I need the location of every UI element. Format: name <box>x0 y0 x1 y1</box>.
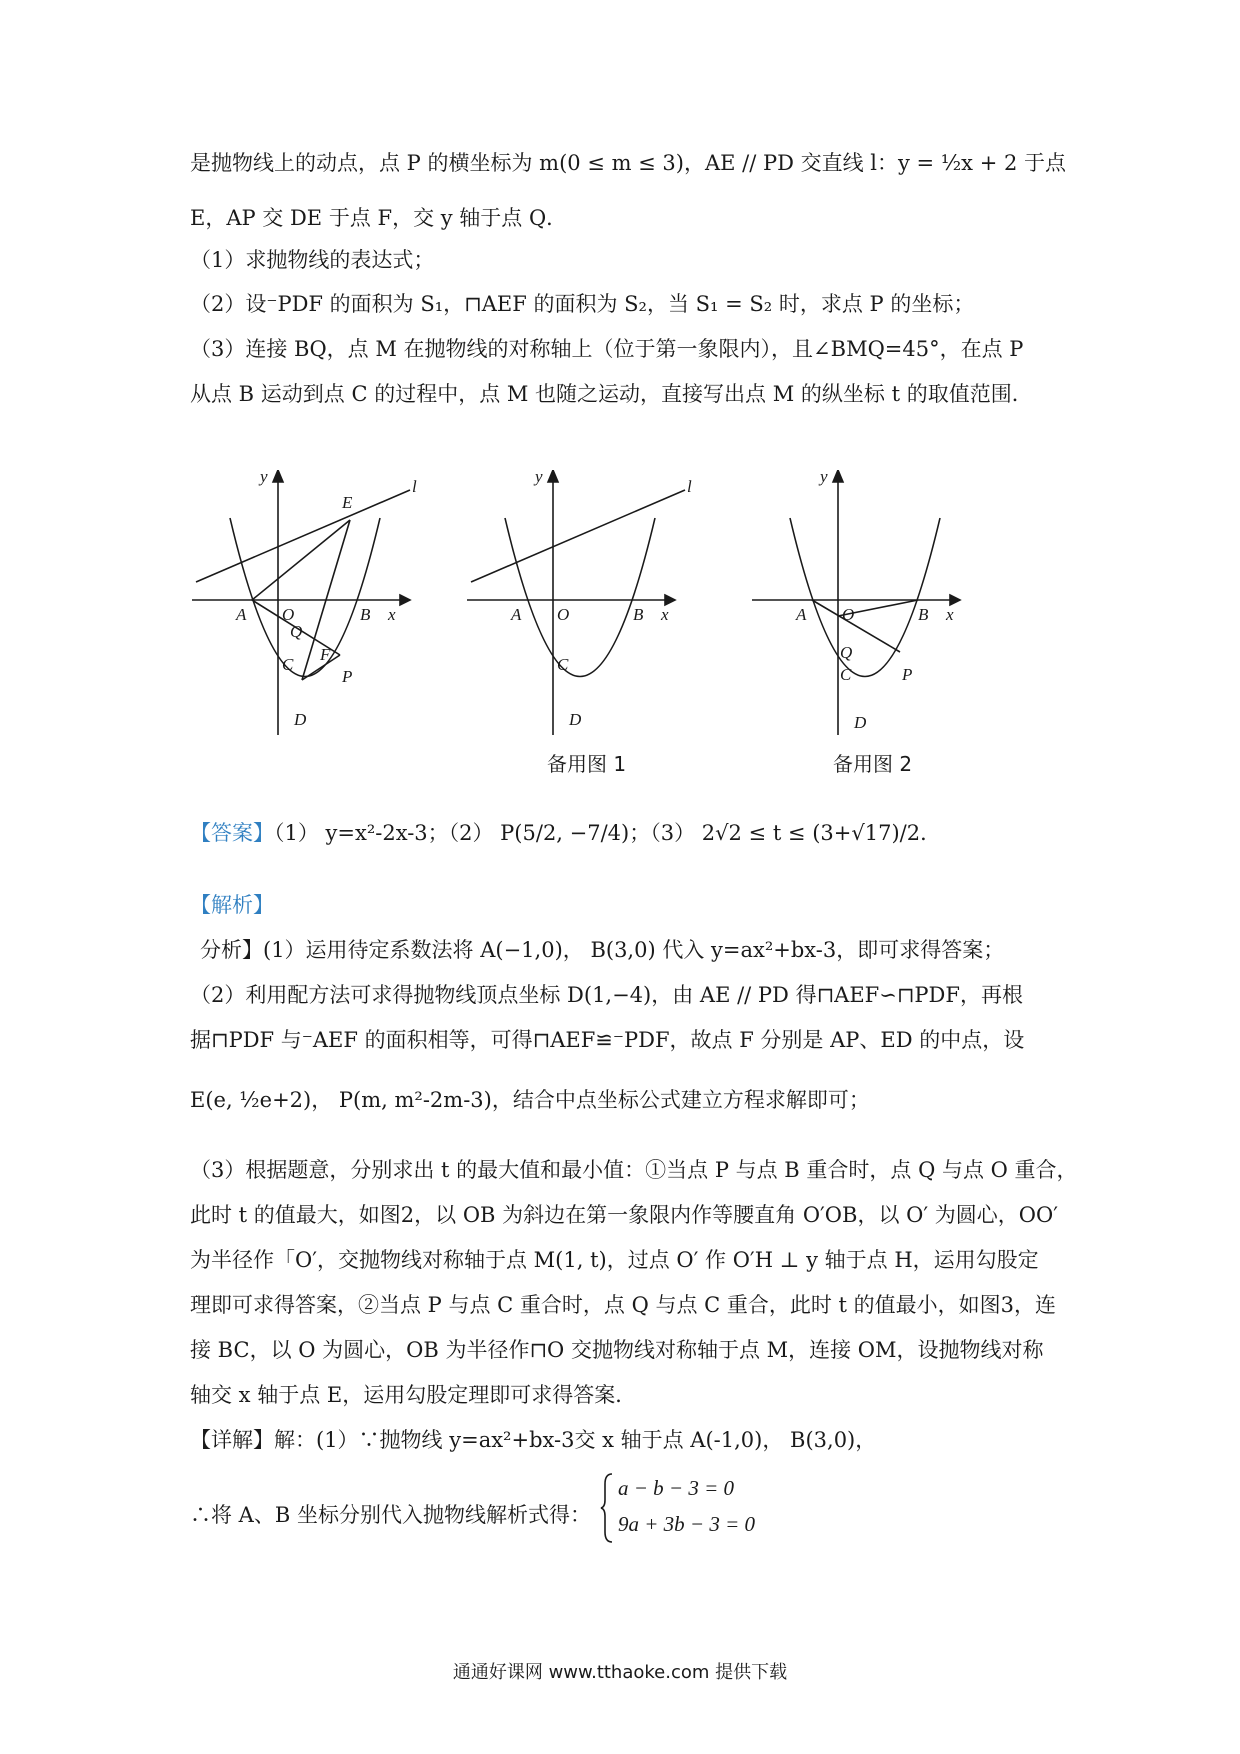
fig1-label-F: F <box>320 645 331 664</box>
analysis-line-10: 轴交 x 轴于点 E，运用勾股定理即可求得答案． <box>190 1383 637 1407</box>
analysis-line-3: 据⊓PDF 与⁻AEF 的面积相等，可得⊓AEF≌⁻PDF，故点 F 分别是 AP、ED 的中点，设 <box>190 1028 1025 1052</box>
fig2-label-C: C <box>557 655 569 674</box>
x-axis-arrow <box>665 595 675 605</box>
fig3-label-Q: Q <box>840 643 853 662</box>
analysis-line-6: 此时 t 的值最大，如图2，以 OB 为斜边在第一象限内作等腰直角 O′OB，以 O′ 为圆心，OO′ <box>190 1203 1058 1227</box>
question-1: （1）求抛物线的表达式； <box>190 248 435 272</box>
fig1-label-A: A <box>236 605 247 624</box>
footer-text: 通通好课网 www.tthaoke.com 提供下载 <box>452 1662 788 1683</box>
fig2-label-D: D <box>569 710 582 729</box>
fig3-label-A: A <box>796 605 807 624</box>
detail-line-1 <box>190 1425 876 1455</box>
fig1-label-y: y <box>260 470 268 486</box>
figure-3-caption: 备用图 2 <box>833 752 913 776</box>
fig1-label-O: O <box>282 605 295 624</box>
fig2-label-l: l <box>687 477 692 496</box>
question-3a: （3）连接 BQ，点 M 在抛物线的对称轴上（位于第一象限内），且∠BMQ=45°，在点 P <box>190 337 1024 361</box>
analysis-line-4: E(e, ½e+2)， P(m, m²-2m-3)，结合中点坐标公式建立方程求解即可； <box>190 1088 870 1112</box>
problem-line-2: E，AP 交 DE 于点 F，交 y 轴于点 Q． <box>190 206 568 230</box>
y-axis-arrow <box>548 470 558 482</box>
detail-tag: 【详解】 <box>190 1428 274 1452</box>
segment-AP <box>812 600 900 652</box>
analysis-line-8: 理即可求得答案，②当点 P 与点 C 重合时，点 Q 与点 C 重合，此时 t 的值最小，如图3，连 <box>190 1293 1057 1317</box>
line-l <box>471 490 685 582</box>
fig1-label-P: P <box>342 667 353 686</box>
figure-1 <box>190 470 440 740</box>
answer-tag: 【答案】 <box>190 821 274 845</box>
analysis-line-2: （2）利用配方法可求得抛物线顶点坐标 D(1,−4)，由 AE // PD 得⊓AEF∽⊓PDF，再根 <box>190 983 1023 1007</box>
figure-2-caption: 备用图 1 <box>547 752 627 776</box>
fig3-label-y: y <box>820 470 828 486</box>
parabola <box>790 518 940 677</box>
analysis-line-9: 接 BC，以 O 为圆心，OB 为半径作⊓O 交抛物线对称轴于点 M，连接 OM，设抛物线对称 <box>190 1338 1044 1362</box>
y-axis-arrow <box>273 470 283 482</box>
segment-AE <box>252 520 350 600</box>
fig1-label-E: E <box>342 493 353 512</box>
fig1-label-B: B <box>360 605 371 624</box>
left-brace-icon <box>600 1472 614 1544</box>
question-3b: 从点 B 运动到点 C 的过程中，点 M 也随之运动，直接写出点 M 的纵坐标 t 的取值范围． <box>190 382 1033 406</box>
question-2: （2）设⁻PDF 的面积为 S₁，⊓AEF 的面积为 S₂，当 S₁ = S₂ 时，求点 P 的坐标； <box>190 292 975 316</box>
x-axis-arrow <box>950 595 960 605</box>
parabola <box>230 518 380 677</box>
fig1-label-C: C <box>282 655 294 674</box>
fig3-label-C: C <box>840 665 852 684</box>
equation-system <box>600 1470 755 1542</box>
detail-line-2: ∴将 A、B 坐标分别代入抛物线解析式得： <box>190 1503 591 1527</box>
analysis-line-5: （3）根据题意，分别求出 t 的最大值和最小值：①当点 P 与点 B 重合时，点 Q 与点 O 重合， <box>190 1158 1078 1182</box>
fig3-label-B: B <box>918 605 929 624</box>
figure-3 <box>750 470 980 740</box>
analysis-line-7: 为半径作「O′，交抛物线对称轴于点 M(1, t)，过点 O′ 作 O′H ⊥ y 轴于点 H，运用勾股定 <box>190 1248 1039 1272</box>
answer-line <box>190 818 941 848</box>
fig3-label-x: x <box>946 605 954 624</box>
y-axis-arrow <box>833 470 843 482</box>
fig2-label-y: y <box>535 470 543 486</box>
problem-line-1: 是抛物线上的动点，点 P 的横坐标为 m(0 ≤ m ≤ 3)，AE // PD 交直线 l：y = ½x + 2 于点 <box>190 151 1066 175</box>
analysis-tag: 【解析】 <box>190 893 274 917</box>
fig2-label-O: O <box>557 605 570 624</box>
analysis-line-1: 分析】(1）运用待定系数法将 A(−1,0)， B(3,0) 代入 y=ax²+bx-3，即可求得答案； <box>200 938 1005 962</box>
fig2-label-x: x <box>661 605 669 624</box>
fig1-label-Q: Q <box>290 622 303 641</box>
fig3-label-P: P <box>902 665 913 684</box>
fig2-label-A: A <box>511 605 522 624</box>
answer-text: （1） y=x²-2x-3；（2） P(5/2, −7/4)；（3） 2√2 ≤ t ≤ (3+√17)/2． <box>274 821 942 845</box>
fig3-label-O: O <box>842 605 855 624</box>
figure-2 <box>465 470 695 740</box>
analysis-tag-line <box>190 890 274 920</box>
line-l <box>196 490 410 582</box>
detail-text-1: 解：(1）∵抛物线 y=ax²+bx-3交 x 轴于点 A(-1,0)， B(3,0)， <box>274 1428 877 1452</box>
fig1-label-l: l <box>412 477 417 496</box>
fig1-label-D: D <box>294 710 307 729</box>
fig1-label-x: x <box>388 605 396 624</box>
equation-2: 9a + 3b − 3 = 0 <box>618 1512 756 1536</box>
parabola <box>505 518 655 677</box>
fig3-label-D: D <box>854 713 867 732</box>
fig2-label-B: B <box>633 605 644 624</box>
x-axis-arrow <box>400 595 410 605</box>
equation-1: a − b − 3 = 0 <box>618 1476 735 1500</box>
